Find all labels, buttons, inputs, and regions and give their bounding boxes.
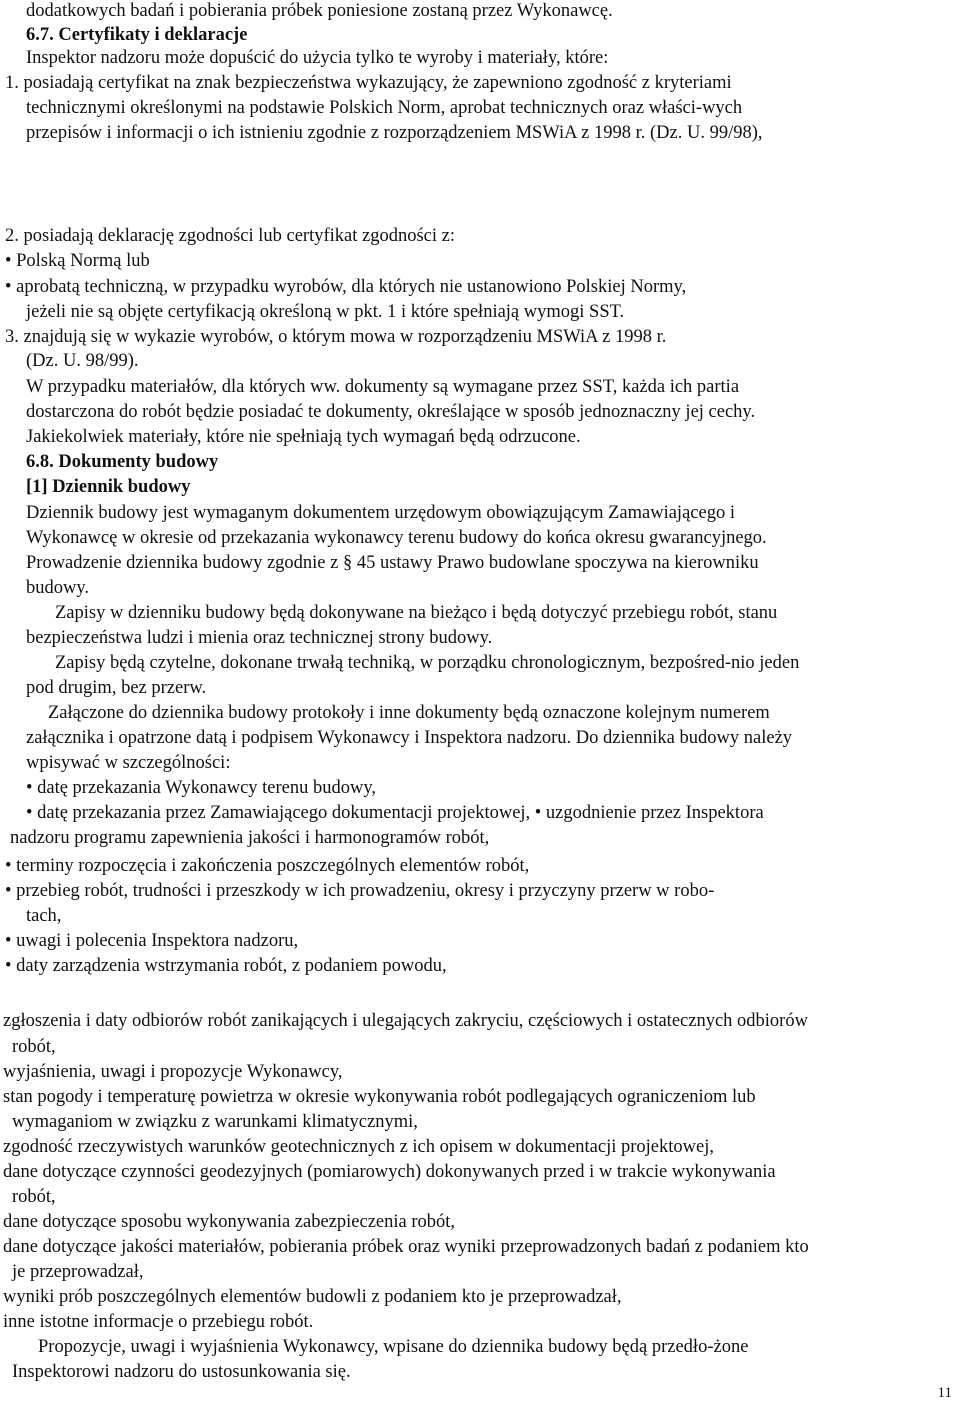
bullet-item: • Polską Normą lub [5, 251, 150, 271]
text-line: robót, [12, 1037, 56, 1057]
text-line: jeżeli nie są objęte certyfikacją określoną w pkt. 1 i które spełniają wymogi SST. [26, 302, 625, 322]
text-line: zgłoszenia i daty odbiorów robót zanikających i ulegających zakryciu, częściowych i ostatecznych odbiorów [3, 1011, 808, 1031]
text-line: tach, [26, 906, 62, 926]
bullet-item: • daty zarządzenia wstrzymania robót, z podaniem powodu, [5, 956, 447, 976]
text-line: Zapisy będą czytelne, dokonane trwałą techniką, w porządku chronologicznym, bezpośred-nio jeden [55, 653, 800, 673]
page-number: 11 [937, 1385, 952, 1401]
text-line: załącznika i opatrzone datą i podpisem Wykonawcy i Inspektora nadzoru. Do dziennika budowy należy [26, 728, 793, 748]
section-heading: 6.7. Certyfikaty i deklaracje [26, 25, 248, 45]
list-item: 1. posiadają certyfikat na znak bezpieczeństwa wykazujący, że zapewniono zgodność z kryteriami [5, 73, 732, 93]
text-line: Jakiekolwiek materiały, które nie spełniają tych wymagań będą odrzucone. [26, 427, 581, 447]
text-line: technicznymi określonymi na podstawie Polskich Norm, aprobat technicznych oraz właści-wych [26, 98, 743, 118]
bullet-item: • terminy rozpoczęcia i zakończenia poszczególnych elementów robót, [5, 856, 530, 876]
text-line: W przypadku materiałów, dla których ww. dokumenty są wymagane przez SST, każda ich partia [26, 377, 740, 397]
text-line: pod drugim, bez przerw. [26, 678, 207, 698]
text-line: Dziennik budowy jest wymaganym dokumentem urzędowym obowiązującym Zamawiającego i [26, 503, 735, 523]
text-line: zgodność rzeczywistych warunków geotechnicznych z ich opisem w dokumentacji projektowej, [3, 1137, 714, 1157]
subsection-heading: [1] Dziennik budowy [26, 477, 191, 497]
text-line: dodatkowych badań i pobierania próbek poniesione zostaną przez Wykonawcę. [26, 1, 613, 21]
bullet-item: • datę przekazania Wykonawcy terenu budowy, [26, 778, 377, 798]
text-line: wymaganiom w związku z warunkami klimatycznymi, [12, 1112, 418, 1132]
list-item: 2. posiadają deklarację zgodności lub certyfikat zgodności z: [5, 226, 455, 246]
text-line: budowy. [26, 578, 90, 598]
text-line: robót, [12, 1187, 56, 1207]
text-line: stan pogody i temperaturę powietrza w okresie wykonywania robót podlegających ograniczeniom lub [3, 1087, 756, 1107]
bullet-item: • aprobatą techniczną, w przypadku wyrobów, dla których nie ustanowiono Polskiej Normy, [5, 277, 687, 297]
text-line: wpisywać w szczególności: [26, 753, 231, 773]
text-line: dane dotyczące jakości materiałów, pobierania próbek oraz wyniki przeprowadzonych badań z podaniem kto [3, 1237, 809, 1257]
bullet-item: • uwagi i polecenia Inspektora nadzoru, [5, 931, 299, 951]
text-line: wyjaśnienia, uwagi i propozycje Wykonawcy, [3, 1062, 343, 1082]
text-line: Wykonawcę w okresie od przekazania wykonawcy terenu budowy do końca okresu gwarancyjnego. [26, 528, 767, 548]
text-line: nadzoru programu zapewnienia jakości i harmonogramów robót, [10, 828, 490, 848]
text-line: dane dotyczące sposobu wykonywania zabezpieczenia robót, [3, 1212, 456, 1232]
list-item: 3. znajdują się w wykazie wyrobów, o którym mowa w rozporządzeniu MSWiA z 1998 r. [5, 327, 667, 347]
text-line: bezpieczeństwa ludzi i mienia oraz technicznej strony budowy. [26, 628, 493, 648]
text-line: dostarczona do robót będzie posiadać te dokumenty, określające w sposób jednoznaczny jej cechy. [26, 402, 756, 422]
text-line: Załączone do dziennika budowy protokoły i inne dokumenty będą oznaczone kolejnym numerem [48, 703, 770, 723]
text-line: je przeprowadzał, [12, 1262, 144, 1282]
text-line: przepisów i informacji o ich istnieniu zgodnie z rozporządzeniem MSWiA z 1998 r. (Dz. U. 99/98), [26, 123, 763, 143]
text-line: (Dz. U. 98/99). [26, 351, 139, 371]
section-heading: 6.8. Dokumenty budowy [26, 452, 219, 472]
text-line: Inspektor nadzoru może dopuścić do użycia tylko te wyroby i materiały, które: [26, 48, 609, 68]
text-line: Inspektorowi nadzoru do ustosunkowania się. [12, 1362, 351, 1382]
text-line: inne istotne informacje o przebiegu robót. [3, 1312, 314, 1332]
bullet-item: • datę przekazania przez Zamawiającego dokumentacji projektowej, • uzgodnienie przez Inspektora [26, 803, 764, 823]
text-line: wyniki prób poszczególnych elementów budowli z podaniem kto je przeprowadzał, [3, 1287, 622, 1307]
text-line: Prowadzenie dziennika budowy zgodnie z § 45 ustawy Prawo budowlane spoczywa na kierowniku [26, 553, 759, 573]
text-line: Zapisy w dzienniku budowy będą dokonywane na bieżąco i będą dotyczyć przebiegu robót, stanu [55, 603, 778, 623]
text-line: Propozycje, uwagi i wyjaśnienia Wykonawcy, wpisane do dziennika budowy będą przedło-żone [38, 1337, 749, 1357]
text-line: dane dotyczące czynności geodezyjnych (pomiarowych) dokonywanych przed i w trakcie wykonywania [3, 1162, 776, 1182]
bullet-item: • przebieg robót, trudności i przeszkody w ich prowadzeniu, okresy i przyczyny przerw w robo- [5, 881, 715, 901]
